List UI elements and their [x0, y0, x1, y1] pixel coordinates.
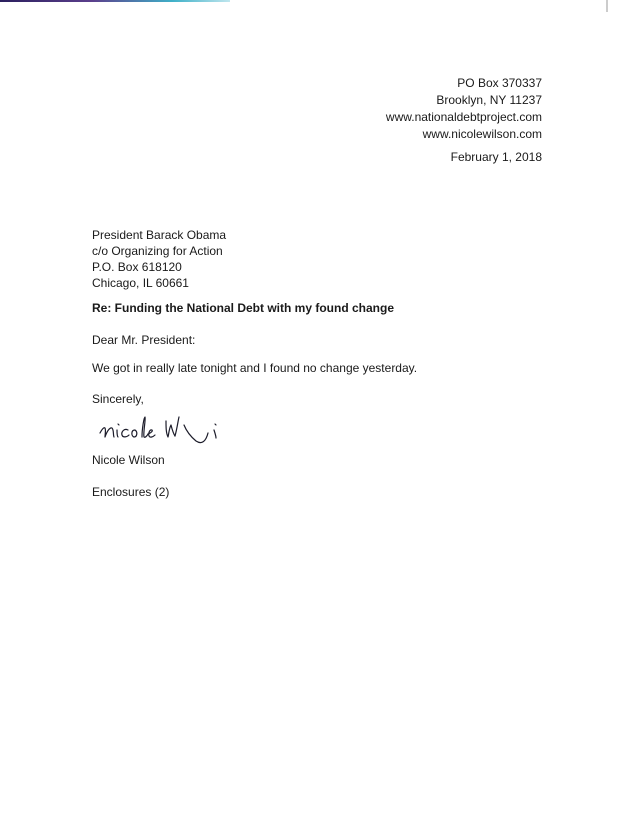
recipient-line: P.O. Box 618120 — [92, 260, 182, 274]
recipient-line: Chicago, IL 60661 — [92, 276, 189, 290]
enclosures-note: Enclosures (2) — [92, 485, 170, 499]
return-address-line: www.nationaldebtproject.com — [385, 110, 542, 124]
scan-edge-artifact — [0, 0, 230, 2]
return-address-line: www.nicolewilson.com — [422, 127, 542, 141]
letter-body: We got in really late tonight and I found no change yesterday. — [92, 361, 418, 375]
signer-name: Nicole Wilson — [92, 453, 165, 467]
salutation: Dear Mr. President: — [92, 333, 196, 347]
scan-edge-mark — [606, 0, 608, 12]
return-address — [386, 75, 542, 143]
letter-date: February 1, 2018 — [450, 150, 542, 164]
recipient-line: c/o Organizing for Action — [92, 244, 223, 258]
return-address-line: PO Box 370337 — [457, 76, 542, 90]
recipient-address — [92, 227, 226, 291]
subject-line: Re: Funding the National Debt with my found change — [92, 301, 394, 315]
recipient-line: President Barack Obama — [92, 228, 227, 242]
handwritten-signature — [98, 403, 258, 449]
closing: Sincerely, — [92, 392, 144, 406]
return-address-line: Brooklyn, NY 11237 — [436, 93, 542, 107]
